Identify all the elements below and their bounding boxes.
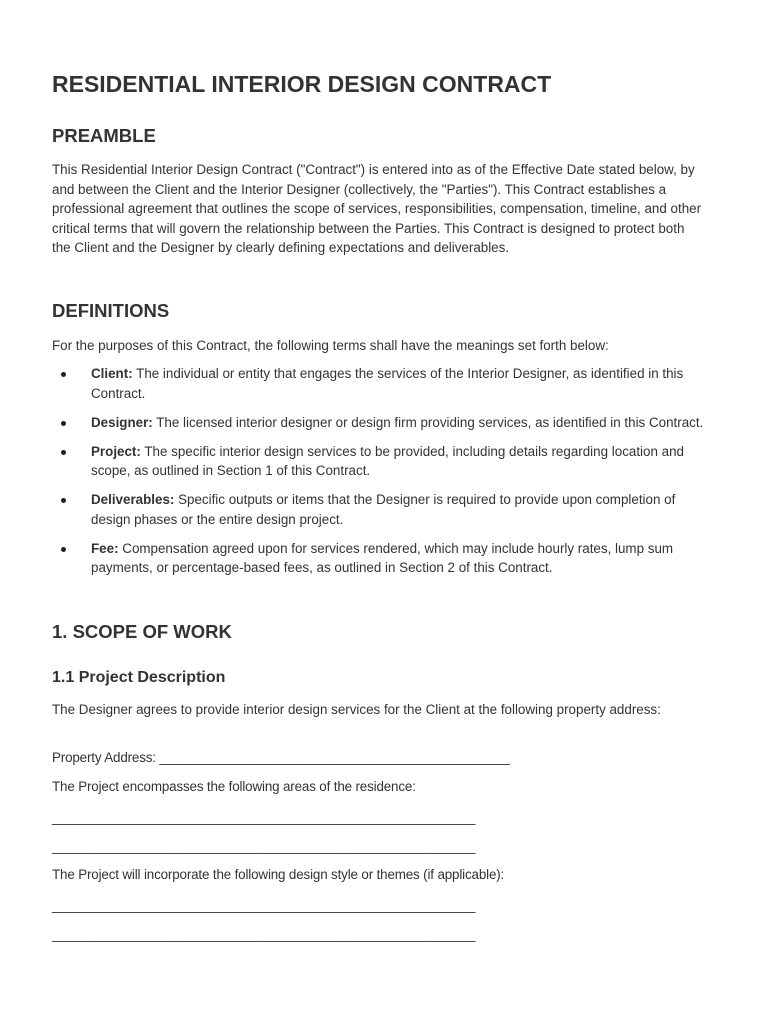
definition-text: The specific interior design services to be provided, including details regarding location and scope, as outlined in Section 1 of this Contract. [91, 443, 684, 478]
definitions-intro: For the purposes of this Contract, the following terms shall have the meanings set forth below: [52, 338, 609, 353]
bullet-icon [61, 372, 66, 377]
definition-deliverables [52, 490, 712, 529]
definition-designer [52, 413, 712, 433]
area-blank-line-2[interactable]: __________________________________________________________ [52, 839, 476, 854]
definition-project [52, 442, 712, 481]
definition-term: Project: [91, 443, 141, 459]
definition-text: The licensed interior designer or design firm providing services, as identified in this Contract. [152, 414, 704, 430]
definition-term: Fee: [91, 540, 119, 556]
definitions-heading: DEFINITIONS [52, 300, 170, 321]
definition-term: Deliverables: [91, 492, 175, 507]
scope-heading: 1. SCOPE OF WORK [52, 621, 232, 642]
areas-intro: The Project encompasses the following areas of the residence: [52, 779, 416, 794]
definition-text: Specific outputs or items that the Designer is required to provide upon completion of design phases or the entire design project. [91, 492, 676, 527]
style-blank-line-2[interactable]: __________________________________________________________ [52, 927, 476, 942]
definition-fee [52, 539, 712, 578]
bullet-icon [61, 498, 66, 503]
definition-client [52, 364, 712, 403]
definition-text: The individual or entity that engages the services of the Interior Designer, as identified in this Contract. [91, 366, 684, 401]
bullet-icon [61, 421, 66, 426]
project-description-heading: 1.1 Project Description [52, 669, 226, 686]
definition-term: Designer: [91, 414, 153, 430]
area-blank-line-1[interactable]: __________________________________________________________ [52, 810, 476, 825]
bullet-icon [61, 450, 66, 455]
definitions-list [52, 364, 712, 587]
definition-term: Client: [91, 366, 133, 381]
style-blank-line-1[interactable]: __________________________________________________________ [52, 898, 476, 913]
definition-text: Compensation agreed upon for services rendered, which may include hourly rates, lump sum payments, or percentage-based fees, as outlined in Section 2 of this Contract. [91, 540, 674, 575]
project-description-intro: The Designer agrees to provide interior design services for the Client at the following property address: [52, 702, 661, 717]
bullet-icon [61, 547, 66, 552]
document-title: RESIDENTIAL INTERIOR DESIGN CONTRACT [52, 71, 552, 97]
preamble-heading: PREAMBLE [52, 125, 156, 146]
preamble-text: This Residential Interior Design Contract ("Contract") is entered into as of the Effective Date stated below, by and between the Client and the Interior Designer (collectively, the "Parties"). This Contract establishes a professional agreement that outlines the scope of services, responsibilities, compensation, timeline, and other critical terms that will govern the relationship between the Parties. This Contract is designed to protect both the Client and the Designer by clearly defining expectations and deliverables. [52, 162, 702, 255]
style-intro: The Project will incorporate the following design style or themes (if applicable): [52, 867, 505, 882]
property-address-field[interactable]: Property Address: ________________________________________________ [52, 750, 510, 765]
